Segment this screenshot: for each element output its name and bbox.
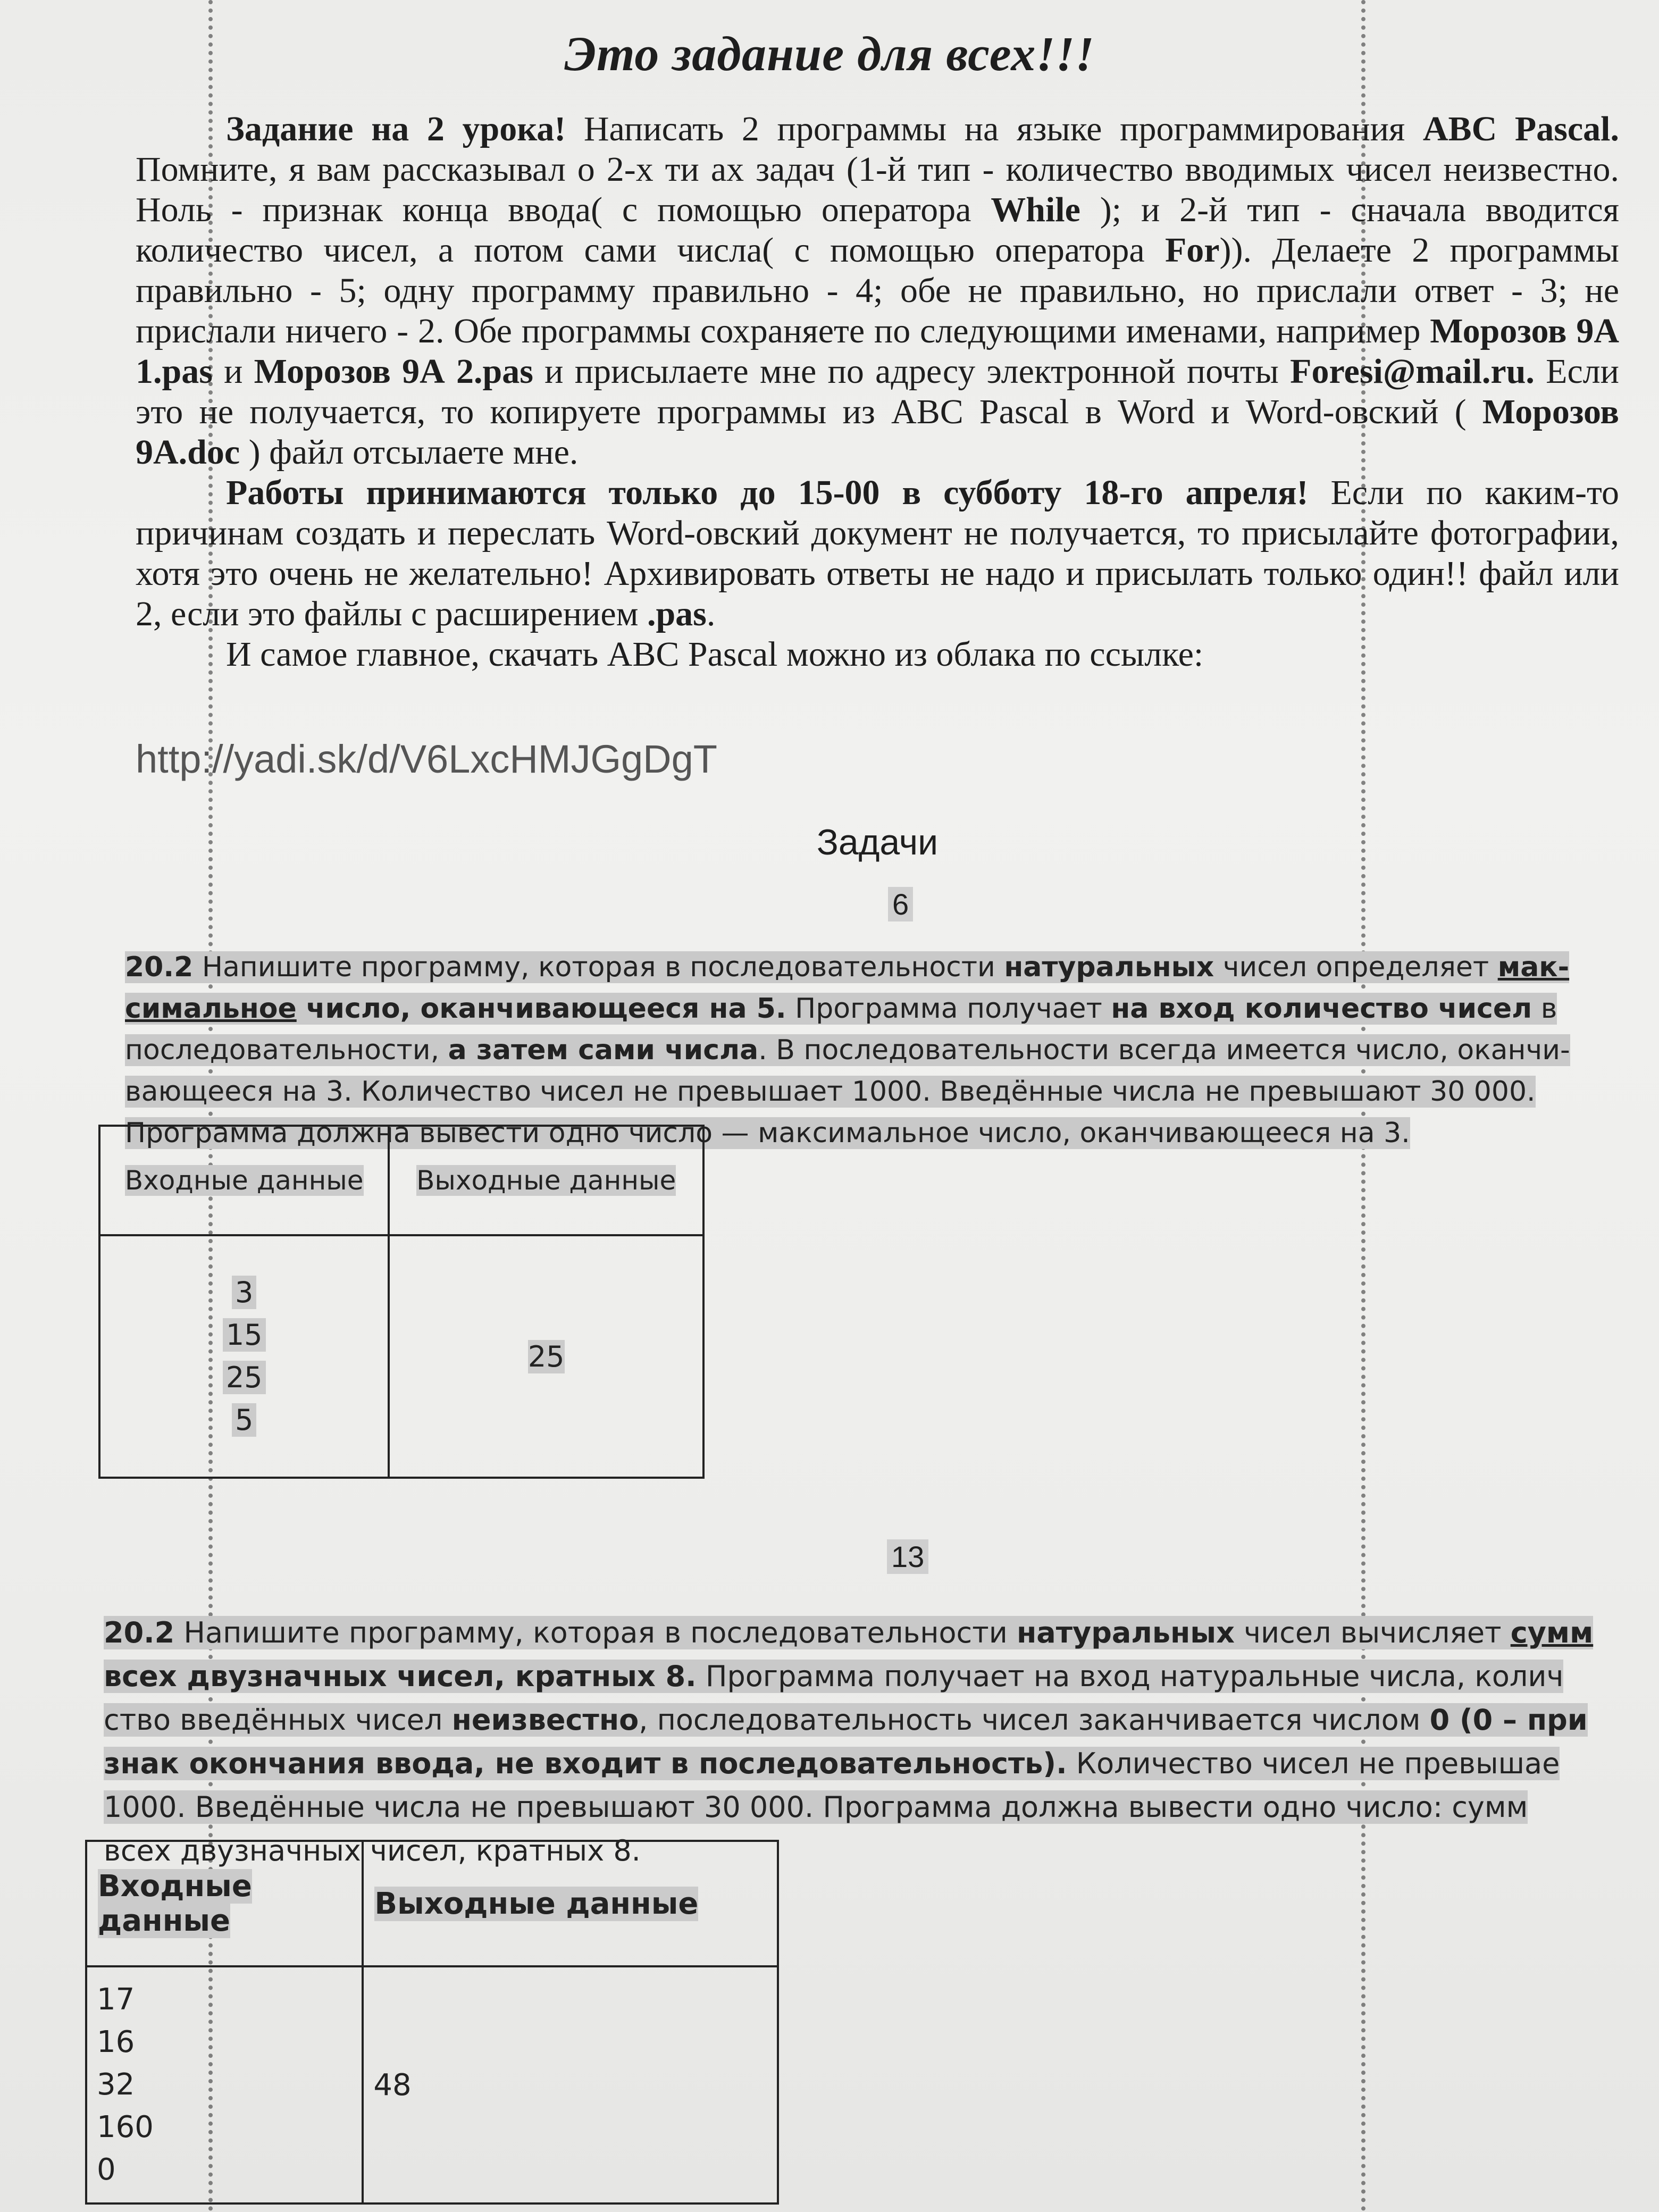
task-2-line-segment: чисел вычисляет	[1234, 1616, 1511, 1649]
task-2-line-segment: 20.2	[104, 1616, 175, 1649]
task-2-line-segment: всех двузначных чисел, кратных 8.	[104, 1660, 697, 1693]
task-2-text	[104, 1611, 1659, 1873]
input-value: 3	[101, 1271, 387, 1314]
task-2-line	[104, 1655, 1659, 1698]
input-value: 32	[97, 2067, 135, 2102]
intro-paragraph-2-segment: .pas	[647, 594, 707, 633]
task-1-body-segment: число, оканчивающееся на 5.	[296, 993, 786, 1025]
task-1-header-output: Выходные данные	[389, 1126, 703, 1235]
intro-paragraph-1-segment: Foresi@mail.ru.	[1290, 352, 1535, 391]
intro-paragraph-2-segment: Работы принимаются только до 15-00 в субботу 18-го апреля!	[226, 473, 1309, 512]
task-number-1: 6	[888, 887, 913, 921]
task-1-sample-table	[98, 1125, 705, 1479]
intro-paragraph-1-segment: и	[212, 352, 254, 391]
task-1-body-segment: а затем сами числа	[448, 1034, 759, 1066]
task-2-line-segment: натуральных	[1016, 1616, 1235, 1649]
task-1-body-segment: Программа получает	[786, 993, 1111, 1025]
input-value: 5	[101, 1399, 387, 1442]
task-2-line-segment: 0 (0 – при	[1429, 1703, 1588, 1737]
task-2-line-segment: всех двузначных чисел, кратных 8.	[104, 1834, 641, 1867]
task-2-line-segment: ство введённых чисел	[104, 1703, 452, 1737]
task-2-header-output: Выходные данные	[363, 1841, 778, 1966]
task-2-line-segment: 1000. Введённые числа не превышают 30 000. Программа должна вывести одно число: сумм	[104, 1790, 1528, 1824]
input-value: 16	[97, 2025, 135, 2059]
task-1-body	[125, 951, 1570, 1149]
intro-paragraph-1-segment: For	[1164, 231, 1220, 270]
intro-paragraph-1-segment: Написать 2 программы на языке программирования	[566, 110, 1423, 148]
task-2-line-segment: Количество чисел не превышае	[1067, 1747, 1560, 1780]
task-2-line	[104, 1611, 1659, 1655]
task-2-line-segment: неизвестно	[451, 1703, 639, 1737]
task-2-sample-table	[85, 1840, 779, 2205]
task-2-line-segment: , последовательность чисел заканчивается числом	[639, 1703, 1430, 1737]
task-1-body-segment: Напишите программу, которая в последовательности	[193, 951, 1004, 983]
intro-paragraph-1-segment: While	[991, 190, 1080, 229]
input-value: 25	[101, 1356, 387, 1399]
task-2-line	[104, 1698, 1659, 1742]
intro-paragraph-1-segment: Если это не получается, то копируете программы из ABC Pascal в Word и Word-овский (	[136, 352, 1619, 431]
intro-paragraph-2-segment: Если по каким-то причинам создать и переслать Word-овский документ не получается, то присылайте фотографии, хотя это очень не желательно! Архивировать ответы не надо и присылать только один!! файл или 2, если это файлы с расширением	[136, 473, 1619, 633]
task-1-body-segment: на вход количество чисел	[1111, 993, 1532, 1025]
task-1-body-segment: . В последовательности всегда имеется число, оканчи-вающееся на 3. Количество чисел не превышает 1000. Введённые числа не превышают 30 000. Программа должна вывести одно число — максимальное число, оканчивающееся на 3.	[125, 1034, 1570, 1149]
task-2-header-input: Входные данные	[86, 1841, 363, 1966]
task-2-line-segment: знак окончания ввода, не входит в последовательность).	[104, 1747, 1067, 1780]
input-value: 15	[101, 1314, 387, 1356]
task-1-header-input: Входные данные	[99, 1126, 389, 1235]
input-value: 17	[97, 1982, 135, 2017]
intro-paragraph-1-segment: Морозов 9А.doc	[136, 392, 1619, 472]
task-1-body-segment: чисел определяет	[1214, 951, 1498, 983]
task-1-body-segment: натуральных	[1004, 951, 1214, 983]
intro-paragraph-1-segment: Помните, я вам рассказывал о 2-х ти ах задач (1-й тип - количество вводимых чисел неизвестно. Ноль - признак конца ввода( с помощью оператора	[136, 150, 1619, 229]
task-1-body-segment: мак-симальное	[125, 951, 1570, 1025]
intro-paragraph-1-segment: Задание на 2 урока!	[226, 110, 566, 148]
intro-paragraph-2	[136, 473, 1619, 634]
intro-paragraph-1	[136, 109, 1619, 473]
page-heading: Это задание для всех!!!	[564, 27, 1095, 81]
intro-paragraph-1-segment: Морозов 9А 1.pas	[136, 312, 1619, 391]
task-2-line-segment: Программа получает на вход натуральные числа, колич	[696, 1660, 1564, 1693]
intro-paragraph-1-segment: ) файл отсылаете мне.	[240, 433, 579, 472]
tasks-title: Задачи	[816, 822, 939, 862]
task-2-line	[104, 1786, 1659, 1829]
intro-paragraph-1-segment: и присылаете мне по адресу электронной почты	[533, 352, 1291, 391]
task-2-line-segment: Напишите программу, которая в последовательности	[174, 1616, 1017, 1649]
task-1-body-segment: 20.2	[125, 951, 194, 983]
intro-paragraph-1-segment: )). Делаете 2 программы правильно - 5; одну программу правильно - 4; обе не правильно, но прислали ответ - 3; не прислали ничего - 2. Обе программы сохраняете по следующими именами, например	[136, 231, 1619, 350]
task-2-line-segment: сумм	[1510, 1616, 1594, 1649]
task-2-output-cell: 48	[363, 1966, 778, 2203]
intro-paragraph-1-segment: Морозов 9А 2.pas	[254, 352, 533, 391]
download-link[interactable]: http://yadi.sk/d/V6LxcHMJGgDgT	[136, 737, 717, 781]
input-value: 160	[97, 2110, 154, 2144]
task-2-input-cell	[86, 1966, 363, 2203]
task-1-input-cell	[99, 1235, 389, 1478]
intro-text	[136, 109, 1619, 675]
intro-paragraph-2-segment: .	[706, 594, 716, 633]
task-1-text	[125, 946, 1635, 1154]
task-2-line	[104, 1742, 1659, 1786]
task-1-body-segment: в последовательности,	[125, 993, 1557, 1066]
task-number-2: 13	[887, 1539, 928, 1574]
intro-paragraph-3: И самое главное, скачать ABC Pascal можно из облака по ссылке:	[226, 635, 1204, 674]
intro-paragraph-1-segment: ABC Pascal.	[1422, 110, 1620, 148]
intro-paragraph-1-segment: ); и 2-й тип - сначала вводится количество чисел, а потом сами числа( с помощью оператора	[136, 190, 1619, 270]
input-value: 0	[97, 2152, 116, 2187]
task-1-output-cell: 25	[389, 1235, 703, 1478]
